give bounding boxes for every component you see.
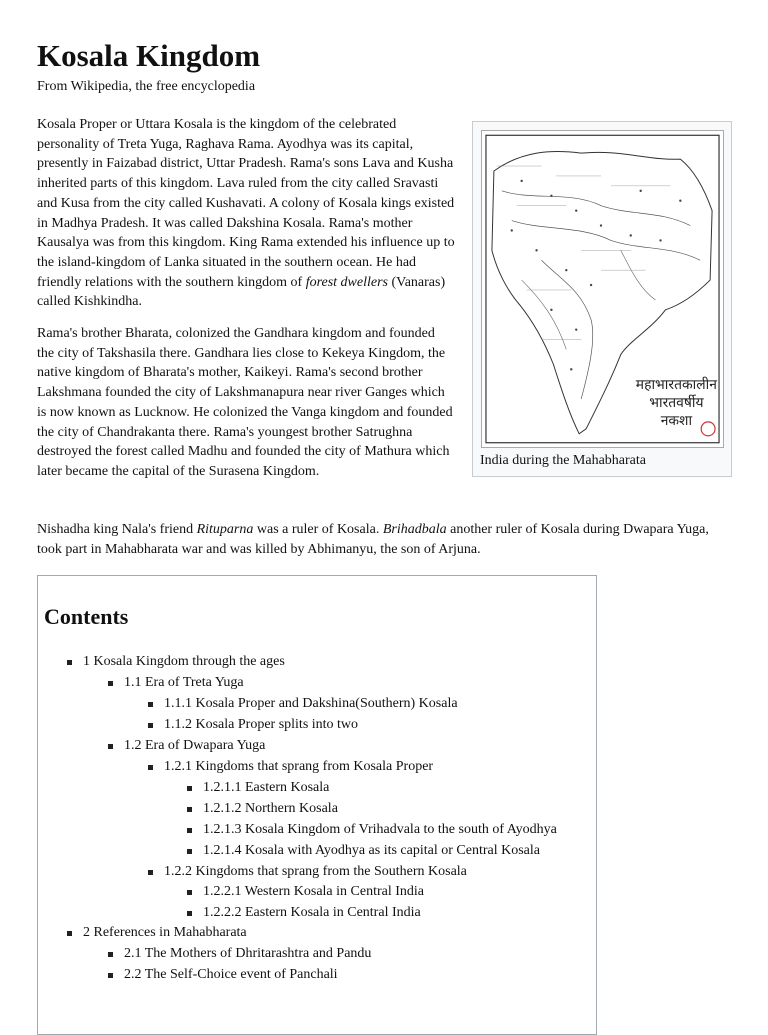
toc-item[interactable]: 1.2.1.4 Kosala with Ayodhya as its capital or Central Kosala: [203, 841, 540, 861]
toc-item[interactable]: 1.2.1 Kingdoms that sprang from Kosala Proper: [164, 757, 433, 777]
brihadbala-link[interactable]: Brihadbala: [382, 522, 447, 537]
toc-item[interactable]: 1.1.2 Kosala Proper splits into two: [164, 715, 358, 735]
map-figure: [472, 121, 732, 477]
toc-item[interactable]: 2 References in Mahabharata: [83, 923, 247, 943]
rituparna-link[interactable]: Rituparna: [196, 522, 254, 537]
svg-text:नकशा: नकशा: [660, 412, 693, 429]
tagline: From Wikipedia, the free encyclopedia: [37, 79, 256, 94]
svg-text:भारतवर्षीय: भारतवर्षीय: [649, 395, 704, 412]
toc-item[interactable]: 1.2.1.1 Eastern Kosala: [203, 778, 329, 798]
paragraph-2: Rama's brother Bharata, colonized the Gandhara kingdom and founded the city of Takshasila there. Gandhara lies close to Kekeya Kingdom, the native kingdom of Bharata's mother, Kaikeyi. Rama's second brother Lakshmana founded the city of Lakshmanapura near river Ganges which is now known as Lucknow. He colonized the Vanga kingdom and founded the city of Chandrakanta there. Rama's youngest brother Satrughna destroyed the forest called Madhu and founded the city of Mathura which later became the capital of the Surasena Kingdom.: [37, 326, 453, 479]
toc-item[interactable]: 1.2 Era of Dwapara Yuga: [124, 736, 265, 756]
toc-item[interactable]: 2.2 The Self-Choice event of Panchali: [124, 965, 338, 985]
figure-caption: India during the Mahabharata: [480, 453, 646, 468]
toc-title: Contents: [44, 604, 129, 629]
toc-item[interactable]: 2.1 The Mothers of Dhritarashtra and Pandu: [124, 944, 371, 964]
forest-dwellers-link[interactable]: forest dwellers: [305, 274, 388, 290]
toc-item[interactable]: 1.1.1 Kosala Proper and Dakshina(Southern) Kosala: [164, 694, 458, 714]
paragraph-1: Kosala Proper or Uttara Kosala is the kingdom of the celebrated personality of Treta Yuga, Raghava Rama. Ayodhya was its capital, presently in Faizabad district, Uttar Pradesh. Rama's sons Lava and Kusha inherited parts of this kingdom. Lava ruled from the city called Sravasti and Kusa from the city called Kushavati. A colony of Kosala kings existed in Madhya Pradesh. It was called Dakshina Kosala. Rama's mother Kausalya was from this kingdom. King Rama extended his influence up to the island-kingdom of Lanka situated in the southern ocean. He had friendly relations with the southern kingdom of forest dwellers (Vanaras) called Kishkindha.: [37, 117, 455, 310]
toc-item[interactable]: 1.2.2 Kingdoms that sprang from the Southern Kosala: [164, 862, 467, 882]
toc-item[interactable]: 1 Kosala Kingdom through the ages: [83, 652, 285, 672]
page-title: Kosala Kingdom: [37, 38, 261, 73]
toc-item[interactable]: 1.1 Era of Treta Yuga: [124, 673, 244, 693]
paragraph-3: Nishadha king Nala's friend Rituparna was a ruler of Kosala. Brihadbala another ruler of Kosala during Dwapara Yuga, took part in Mahabharata war and was killed by Abhimanyu, the son of Arjuna.: [37, 522, 709, 557]
toc-item[interactable]: 1.2.1.3 Kosala Kingdom of Vrihadvala to the south of Ayodhya: [203, 820, 557, 840]
toc-item[interactable]: 1.2.1.2 Northern Kosala: [203, 799, 338, 819]
svg-text:महाभारतकालीन: महाभारतकालीन: [635, 377, 717, 394]
toc-item[interactable]: 1.2.2.1 Western Kosala in Central India: [203, 882, 424, 902]
intro-column: [37, 115, 455, 494]
table-of-contents: [37, 575, 597, 1035]
map-image[interactable]: [481, 130, 724, 448]
toc-item[interactable]: 1.2.2.2 Eastern Kosala in Central India: [203, 903, 421, 923]
